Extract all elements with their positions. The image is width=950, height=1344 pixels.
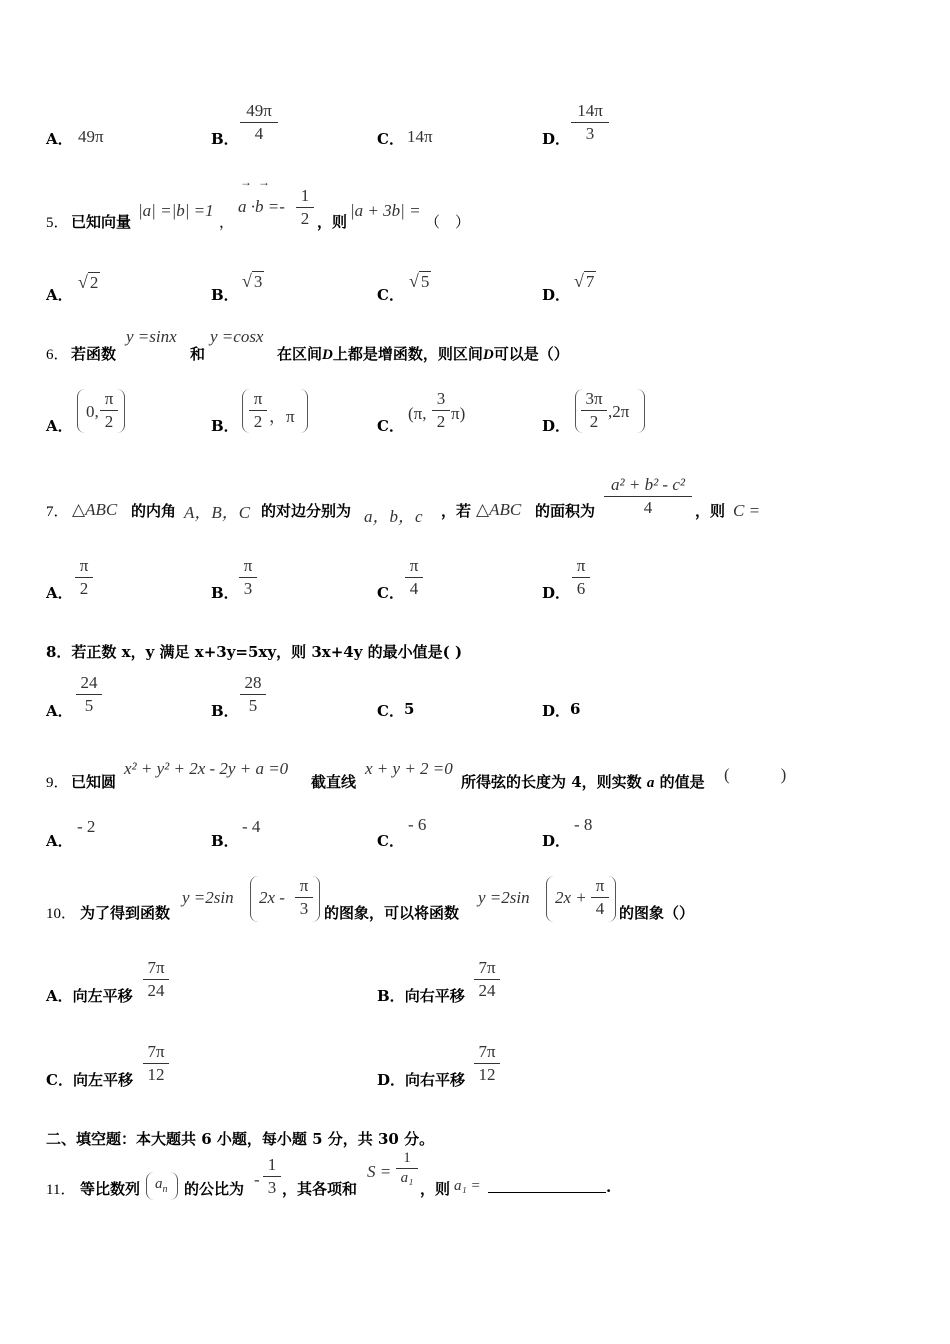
fraction: $\frac{3}{2}$ [432, 389, 450, 432]
question-number: 5． [46, 215, 69, 231]
option-label: C． [377, 130, 404, 148]
question-text: 的内角 [131, 502, 177, 520]
radical: √ 2 [78, 272, 99, 292]
fraction: $\frac{\text{a² + b² - c²}}{4}$ [604, 475, 692, 518]
fraction: $\frac{\pi}{4}$ [591, 876, 609, 919]
question-number: 11． [46, 1182, 76, 1198]
question-number: 10． [46, 906, 77, 922]
question-text: 所得弦的长度为 4，则实数 a 的值是 [461, 773, 705, 791]
math-expr: a₁ = [454, 1178, 481, 1194]
math-expr: 2x - [259, 888, 285, 907]
option-label: B．向右平移 [377, 987, 465, 1005]
math-expr: S = [367, 1162, 392, 1181]
section-heading: 二、填空题：本大题共 6 小题，每小题 5 分，共 30 分。 [46, 1130, 435, 1148]
question-text: 的图象（） [619, 904, 695, 922]
option-label: A．向左平移 [46, 987, 133, 1005]
option-value: 14π [407, 127, 433, 146]
question-text: ，则 [317, 213, 348, 231]
fraction: $\frac{14\pi}{3}$ [571, 101, 609, 144]
option-label: D． [542, 286, 571, 304]
question-text: 已知圆 [71, 773, 117, 791]
fraction: $\frac{\pi}{2}$ [249, 389, 267, 432]
question-text: 8．若正数 x，y 满足 x+3y=5xy，则 3x+4y 的最小值是( ) [46, 643, 463, 661]
option-label: D． [542, 584, 571, 602]
option-label: B． [211, 130, 239, 148]
question-text: 为了得到函数 [80, 904, 171, 922]
question-text: ，其各项和 [282, 1180, 358, 1198]
fraction: $\frac{\pi}{3}$ [239, 556, 257, 599]
question-text: ，则 [420, 1180, 451, 1198]
interval-end: ,2π [608, 402, 630, 421]
question-text: ，若 [441, 502, 472, 520]
option-value: - 6 [408, 815, 427, 834]
fraction: $\frac{24}{5}$ [76, 673, 102, 716]
fraction: $\frac{1}{3}$ [263, 1155, 281, 1198]
option-label: C． [377, 584, 404, 602]
math-expr: y =sinx [126, 327, 177, 346]
option-label: B． [211, 832, 239, 850]
option-label: B． [211, 417, 239, 435]
fraction: $\frac{\pi}{3}$ [295, 876, 313, 919]
option-value: 49π [78, 127, 104, 146]
option-label: C．向左平移 [46, 1071, 133, 1089]
math-expr: y =2sin [182, 888, 234, 907]
option-label: D．向右平移 [377, 1071, 466, 1089]
radical: √ 3 [242, 271, 263, 291]
option-label: D． [542, 832, 571, 850]
fraction: $\frac{\pi}{6}$ [572, 556, 590, 599]
option-label: B． [211, 286, 239, 304]
option-label: C． [377, 417, 404, 435]
question-number: 9． [46, 775, 69, 791]
question-text: 已知向量 [71, 213, 132, 231]
option-label: A． [46, 130, 73, 148]
fraction: $\frac{1}{\text{a₁}}$ [396, 1150, 418, 1187]
question-text: 若函数 [71, 345, 117, 363]
math-expr: |a + 3b| = [350, 201, 421, 220]
fraction: $\frac{7\pi}{12}$ [474, 1042, 500, 1085]
fraction: $\frac{7\pi}{24}$ [474, 958, 500, 1001]
question-text: 的面积为 [535, 502, 596, 520]
option-value: 6 [570, 700, 581, 718]
question-text: 的对边分别为 [261, 502, 352, 520]
fraction: $\frac{1}{2}$ [296, 186, 314, 229]
fraction: $\frac{28}{5}$ [240, 673, 266, 716]
math-expr: y =2sin [478, 888, 530, 907]
answer-blank[interactable] [488, 1178, 606, 1197]
option-label: A． [46, 417, 73, 435]
answer-paren: ( ) [724, 765, 787, 784]
question-text: ，则 [695, 502, 726, 520]
math-expr: x + y + 2 =0 [365, 759, 453, 778]
fraction: $\frac{\pi}{2}$ [75, 556, 93, 599]
radical: √ 5 [409, 271, 430, 291]
interval-start: 0, [86, 402, 99, 421]
math-expr: A，B，C [184, 503, 251, 522]
math-expr: 2x + [555, 888, 587, 907]
option-label: B． [211, 584, 239, 602]
option-label: D． [542, 702, 571, 720]
option-value: 5 [404, 700, 415, 718]
interval-end: ，π [269, 407, 295, 426]
question-number: 6． [46, 347, 69, 363]
math-expr: △ABC [476, 500, 522, 519]
option-label: A． [46, 832, 73, 850]
math-expr: C = [733, 501, 761, 520]
question-number: 7． [46, 504, 69, 520]
option-label: D． [542, 130, 571, 148]
fraction: $\frac{49\pi}{4}$ [240, 101, 278, 144]
question-text: 的图象，可以将函数 [324, 904, 460, 922]
option-label: B． [211, 702, 239, 720]
fraction: $\frac{3\pi}{2}$ [581, 389, 607, 432]
math-expr: |a| =|b| =1 [138, 201, 214, 220]
math-expr: a，b，c [364, 507, 423, 526]
vector-arrows: → → [240, 175, 270, 189]
interval-end: π) [451, 404, 466, 423]
question-text: 的公比为 [184, 1180, 245, 1198]
math-expr: a ·b =- [238, 197, 285, 216]
option-value: - 2 [77, 817, 96, 836]
math-expr: x² + y² + 2x - 2y + a =0 [124, 759, 289, 778]
punct: ， [219, 213, 235, 231]
period: . [606, 1178, 612, 1196]
fraction: $\frac{\pi}{2}$ [100, 389, 118, 432]
question-text: 在区间D上都是增函数，则区间D可以是（） [277, 345, 569, 363]
option-label: C． [377, 832, 404, 850]
option-label: A． [46, 702, 73, 720]
option-label: A． [46, 584, 73, 602]
fraction: $\frac{7\pi}{12}$ [143, 1042, 169, 1085]
option-label: A． [46, 286, 73, 304]
question-text: 截直线 [311, 773, 357, 791]
option-value: - 8 [574, 815, 593, 834]
minus-sign: - [254, 1170, 260, 1189]
option-value: - 4 [242, 817, 261, 836]
question-text: 等比数列 [80, 1180, 141, 1198]
option-label: C． [377, 702, 404, 720]
radical: √ 7 [574, 271, 595, 291]
question-text: 和 [190, 345, 206, 363]
option-label: D． [542, 417, 571, 435]
fraction: $\frac{7\pi}{24}$ [143, 958, 169, 1001]
math-expr: y =cosx [210, 327, 264, 346]
option-label: C． [377, 286, 404, 304]
interval-start: (π, [408, 404, 427, 423]
math-expr: $a_n$ [155, 1176, 168, 1195]
answer-paren: （ ） [425, 213, 471, 231]
fraction: $\frac{\pi}{4}$ [405, 556, 423, 599]
math-expr: △ABC [72, 500, 118, 519]
